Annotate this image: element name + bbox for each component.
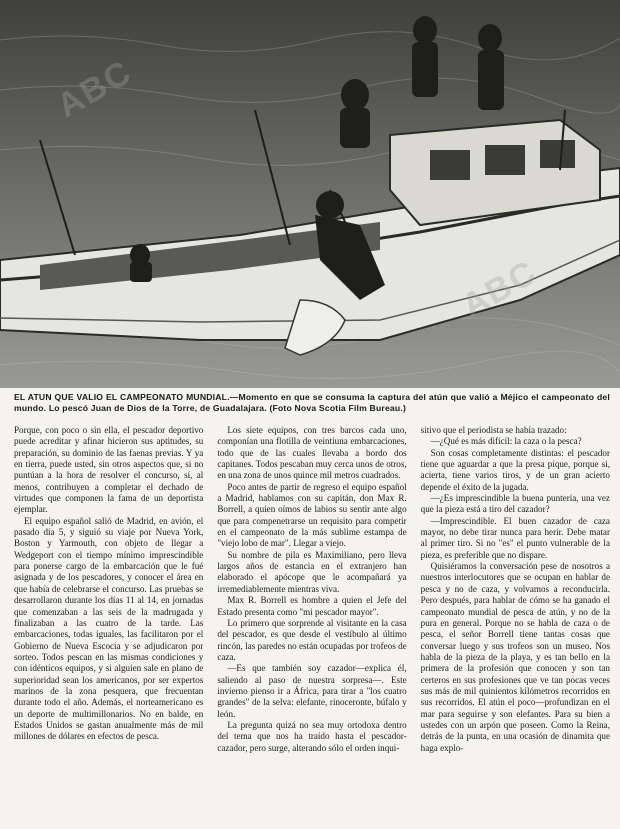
paragraph: —¿Qué es más difícil: la caza o la pesca? xyxy=(430,436,582,447)
watermark: ABC xyxy=(50,52,139,126)
article-column-3 xyxy=(421,425,610,825)
paragraph: El equipo español salió de Madrid, en avión, el pasado día 5, y siguió su viaje por Nueva York, Boston y Yarmouth, con objeto de llegar a Wedgeport con el tiempo mínimo imprescindible para ponerse cargo de la embarcación que le fué asignada y de los pescadores, y conocer el área en que había de celebrarse el concurso. Las pruebas se desarrollaron durante los días 11 al 14, en jornadas que comenzaban a las seis de la madrugada y finalizaban a las cuatro de la tarde. Las embarcaciones, todas iguales, las facilitaron por el Gobierno de Nueva Escocia y se adjudicaron por sorteo. Todos pescan en las mismas condiciones y con idénticos equipos, y si alguien sale en plano de superioridad sean los americanos, por ser expertos marinos de la zona pesquera, que frecuentan durante todo el año. Además, el norteamericano es un deporte de multimillonarios. No en balde, en Estados Unidos se gastan anualmente más de mil millones de dólares en efectos de pesca. xyxy=(14,515,204,742)
photo-caption xyxy=(14,392,610,414)
caption-lead: EL ATUN QUE VALIO EL CAMPEONATO MUNDIAL. xyxy=(14,392,230,402)
article-body xyxy=(14,425,610,825)
paragraph: —Imprescindible. El buen cazador de caza mayor, no debe tirar nunca para herir. Debe matar al primer tiro. Si no "es" el punto vulnerable de la pieza, es preferible que no dispare. xyxy=(420,515,610,560)
paragraph: sitivo que el periodista se había trazado: xyxy=(420,425,567,435)
paragraph: Max R. Borrell es hombre a quien el Jefe del Estado presenta como "mi pescador mayor". xyxy=(217,595,407,617)
paragraph: Son cosas completamente distintas: el pescador tiene que aguardar a que la presa pique, porque si, acierta, tiene varios tiros, y de un gran acierto depende el éxito de la jugada. xyxy=(420,447,610,492)
paragraph: Porque, con poco o sin ella, el pescador deportivo puede acreditar y afinar hicieron sus aptitudes, su preparación, su dominio de las faenas previas. Y ya en tierra, puede usted, sin otros aspectos que, si no puntúan a la hora de resolver el concurso, sí, al menos, contribuyen a completar el dechado de virtudes que componen la fama de un deportista ejemplar. xyxy=(14,425,204,515)
boat-photo xyxy=(0,0,620,388)
paragraph: Su nombre de pila es Maximiliano, pero lleva largos años de estancia en el extranjero han elaborado el apócope que le acompañará ya irremediablemente mientras viva. xyxy=(217,549,407,594)
paragraph: Los siete equipos, con tres barcos cada uno, componían una flotilla de veintiuna embarcaciones, todo que de las cuales llevaba a bordo dos capitanes. Todos pescaban muy cerca unos de otros, en una zona de unos quince mil metros cuadrados. xyxy=(217,425,407,481)
paragraph: Quisiéramos la conversación pese de nosotros a nuestros interlocutores que se ocupan en hablar de pesca y no de caza, y volvamos a reconducirla. Pero después, para hablar de cómo se ha ganado el campeonato mundial de pesca de atún, y no de la pura en general. Porque no se habla de caza o de pesca, el señor Borrell tiene tantas cosas que conversar luego y sus trofeos son un museo. Nos habla de la pieza de la playa, y es tan bello en la primera de la profesión que conocen y son tan certeros en sus profesiones que ve tan pocas veces sus más de mil quinientos kilómetros recorridos en sus recorridos. El atún el poco—profundizan en el mar para seguirse y son elefantes. Para su bien a ustedes con un arpón que poseen. Como la Reina, detrás de la punta, en una ocasión de dinamita que haga explo- xyxy=(420,561,610,753)
caption-text: —Momento en que se consuma la captura del atún que valió a Méjico el campeonato del mundo. Lo pescó Juan de Dios de la Torre, de Guadalajara. (Foto Nova Scotia Film Bureau.) xyxy=(14,392,610,413)
watermark: ABC xyxy=(455,252,544,326)
paragraph: —¿Es imprescindible la buena puntería, una vez que la pieza está a tiro del cazador? xyxy=(420,493,610,515)
paragraph: —Es que también soy cazador—explica él, saliendo al paso de nuestra sorpresa—. Este invierno pienso ir a África, para tirar a "los cuatro grandes" de la selva: elefante, rinoceronte, búfalo y león. xyxy=(217,663,407,719)
article-column-2 xyxy=(217,425,406,825)
article-column-1 xyxy=(14,425,203,825)
fishing-boat-illustration xyxy=(0,0,620,388)
paragraph: Lo primero que sorprende al visitante en la casa del pescador, es que desde el vestíbulo al último rincón, las paredes no están ocupadas por trofeos de caza. xyxy=(217,617,407,662)
paragraph: Poco antes de partir de regreso el equipo español a Madrid, hablamos con su capitán, don Max R. Borrell, a quien oímos de labios su sentir ante algo que para compenetrarse un requisito para competir en el campeonato de la más sublime estampa de "viejo lobo de mar". Llegar a viejo. xyxy=(217,481,407,549)
paragraph: La pregunta quizá no sea muy ortodoxa dentro del tema que nos ha traído hasta el pescador-cazador, pero surge, alterando sólo el orden inqui- xyxy=(217,719,407,753)
